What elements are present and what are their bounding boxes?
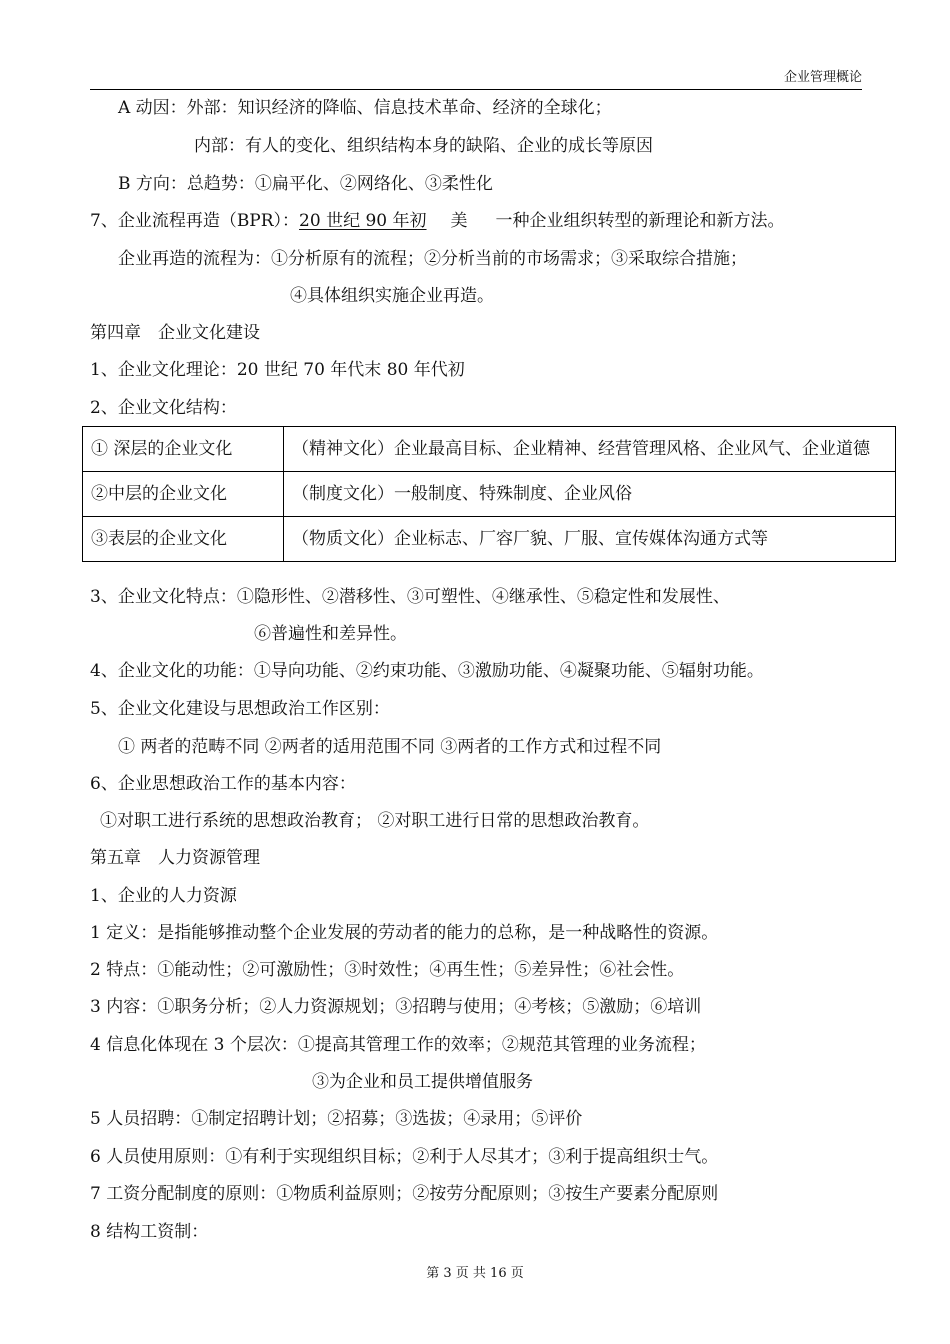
chapter-heading: 第五章 人力资源管理 <box>90 848 260 868</box>
table-row <box>83 472 896 517</box>
culture-structure-table <box>82 426 896 562</box>
table-cell-level: ③表层的企业文化 <box>83 517 284 562</box>
text-line: 5 人员招聘：①制定招聘计划；②招募；③选拔；④录用；⑤评价 <box>90 1109 583 1129</box>
text-line: 3 内容：①职务分析；②人力资源规划；③招聘与使用；④考核；⑤激励；⑥培训 <box>90 997 702 1017</box>
bpr-origin: 美 <box>450 211 468 231</box>
text-line: 5、企业文化建设与思想政治工作区别： <box>90 699 390 719</box>
text-line: 1、企业的人力资源 <box>90 886 237 906</box>
bpr-desc: 一种企业组织转型的新理论和新方法。 <box>495 211 785 231</box>
table-cell-level: ②中层的企业文化 <box>83 472 284 517</box>
text-line: A 动因：外部：知识经济的降临、信息技术革命、经济的全球化； <box>118 98 612 118</box>
chapter-heading: 第四章 企业文化建设 <box>90 323 260 343</box>
text-line: 2、企业文化结构： <box>90 398 237 418</box>
table-row <box>83 517 896 562</box>
text-line: 6、企业思想政治工作的基本内容： <box>90 774 356 794</box>
text-line: 内部：有人的变化、组织结构本身的缺陷、企业的成长等原因 <box>194 136 653 156</box>
text-line: 4、企业文化的功能：①导向功能、②约束功能、③激励功能、④凝聚功能、⑤辐射功能。 <box>90 661 764 681</box>
text-line: ①对职工进行系统的思想政治教育； ②对职工进行日常的思想政治教育。 <box>100 811 650 831</box>
text-line: 4 信息化体现在 3 个层次：①提高其管理工作的效率；②规范其管理的业务流程； <box>90 1035 706 1055</box>
table-row <box>83 427 896 472</box>
text-line: B 方向：总趋势：①扁平化、②网络化、③柔性化 <box>118 174 493 194</box>
section-7-title <box>90 209 785 233</box>
table-cell-desc: （精神文化）企业最高目标、企业精神、经营管理风格、企业风气、企业道德 <box>284 427 896 472</box>
text-line: 1、企业文化理论：20 世纪 70 年代末 80 年代初 <box>90 360 465 380</box>
text-line: ⑥普遍性和差异性。 <box>254 624 407 644</box>
text-line: ③为企业和员工提供增值服务 <box>312 1072 533 1092</box>
text-line: 7 工资分配制度的原则：①物质利益原则；②按劳分配原则；③按生产要素分配原则 <box>90 1184 719 1204</box>
text-line: ④具体组织实施企业再造。 <box>290 286 494 306</box>
page-header: 企业管理概论 <box>90 66 862 90</box>
text-line: 8 结构工资制： <box>90 1222 209 1242</box>
bpr-label: 7、企业流程再造（BPR）： <box>90 211 300 231</box>
page-footer: 第 3 页 共 16 页 <box>426 1266 524 1281</box>
text-line: ① 两者的范畴不同 ②两者的适用范围不同 ③两者的工作方式和过程不同 <box>118 737 662 757</box>
table-cell-desc: （制度文化）一般制度、特殊制度、企业风俗 <box>284 472 896 517</box>
table-cell-level: ① 深层的企业文化 <box>83 427 284 472</box>
text-line: 2 特点：①能动性；②可激励性；③时效性；④再生性；⑤差异性；⑥社会性。 <box>90 960 685 980</box>
text-line: 1 定义：是指能够推动整个企业发展的劳动者的能力的总称，是一种战略性的资源。 <box>90 923 719 943</box>
text-line: 企业再造的流程为：①分析原有的流程；②分析当前的市场需求；③采取综合措施； <box>118 249 747 269</box>
bpr-era: 20 世纪 90 年初 <box>299 211 427 231</box>
table-cell-desc: （物质文化）企业标志、厂容厂貌、厂服、宣传媒体沟通方式等 <box>284 517 896 562</box>
text-line: 3、企业文化特点：①隐形性、②潜移性、③可塑性、④继承性、⑤稳定性和发展性、 <box>90 587 730 607</box>
text-line: 6 人员使用原则：①有利于实现组织目标；②利于人尽其才；③利于提高组织士气。 <box>90 1147 719 1167</box>
